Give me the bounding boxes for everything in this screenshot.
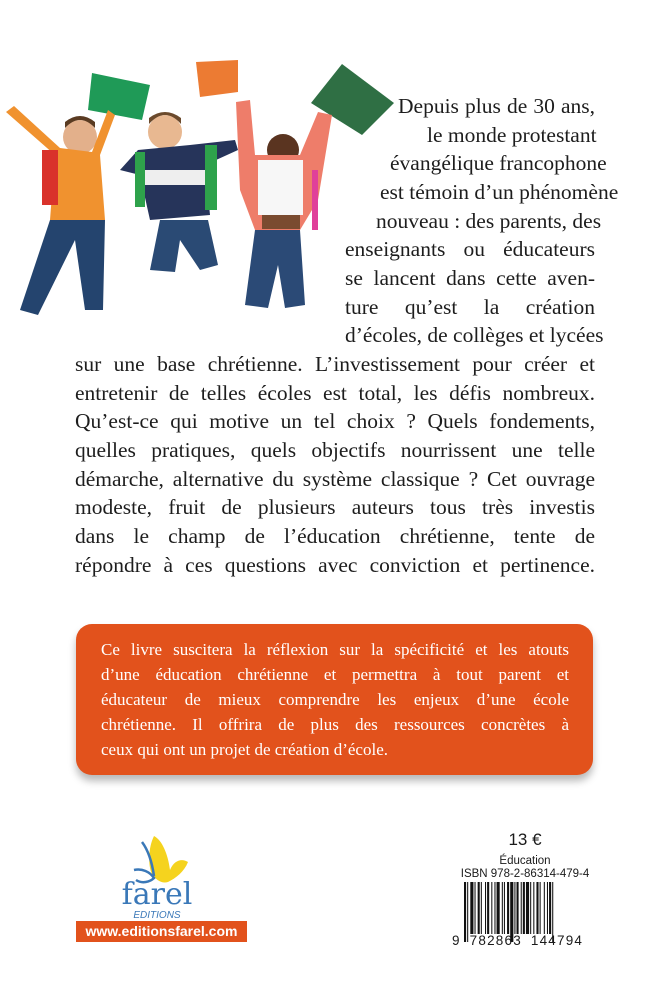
barcode-digits-text: 9 782863 144794 <box>452 933 584 948</box>
logo-subtext: EDITIONS <box>133 910 181 920</box>
body-line: est témoin d’un phénomène <box>380 180 619 204</box>
callout-line: Ce livre suscitera la réflexion sur la spécificité et les atouts <box>101 640 569 659</box>
barcode-bar <box>547 882 548 934</box>
barcode-bar <box>521 882 522 934</box>
farel-logo <box>112 832 202 920</box>
body-line: ture qu’est la création <box>345 295 595 319</box>
barcode-bar <box>523 882 525 934</box>
barcode-bar <box>533 882 534 934</box>
barcode-bar <box>540 882 541 934</box>
body-line: Depuis plus de 30 ans, <box>398 94 595 118</box>
barcode-bar <box>491 882 492 934</box>
body-line: Qu’est-ce qui motive un tel choix ? Quels fondements, <box>75 409 595 433</box>
barcode-bar <box>478 882 480 934</box>
isbn: ISBN 978-2-86314-479-4 <box>460 868 590 880</box>
barcode-bar <box>481 882 482 934</box>
callout-line: ceux qui ont un projet de création d’école. <box>101 740 388 759</box>
price: 13 € <box>508 830 542 849</box>
barcode-bar <box>530 882 531 934</box>
body-line: sur une base chrétienne. L’investissement pour créer et <box>75 352 595 376</box>
barcode-bar <box>475 882 476 934</box>
barcode-bar <box>487 882 489 934</box>
body-line: nouveau : des parents, des <box>376 209 602 233</box>
barcode-bar <box>485 882 486 934</box>
body-line: le monde protestant <box>427 123 597 147</box>
barcode-bar <box>544 882 545 934</box>
publisher-url[interactable]: www.editionsfarel.com <box>76 921 247 942</box>
barcode-bar <box>514 882 515 934</box>
barcode-bar <box>526 882 529 934</box>
green-folder-left <box>88 73 150 120</box>
barcode-bar <box>494 882 495 934</box>
barcode-bar <box>536 882 538 934</box>
body-line: modeste, fruit de plusieurs auteurs tous très investis <box>75 495 595 519</box>
barcode-digits <box>452 933 583 948</box>
body-line: d’écoles, de collèges et lycées <box>345 323 604 347</box>
barcode-bar <box>497 882 500 934</box>
barcode-bar <box>502 882 503 934</box>
barcode-bar <box>517 882 519 934</box>
callout-line: chrétienne. Il offrira de plus des ressources concrètes à <box>101 715 569 734</box>
body-line: entretenir de telles écoles est total, les défis nombreux. <box>75 381 595 405</box>
callout-line: éducateur de mieux comprendre les enjeux d’une école <box>101 690 569 709</box>
barcode-bar <box>504 882 505 934</box>
body-line: dans le champ de l’éducation chrétienne, tente de <box>75 524 595 548</box>
barcode-bar <box>549 882 551 934</box>
body-line: quelles pratiques, quels objectifs nourrissent une telle <box>75 438 595 462</box>
orange-folder <box>196 60 238 97</box>
logo-text: farel <box>121 877 193 912</box>
callout-line: d’une éducation chrétienne et permettra à tout parent et <box>101 665 569 684</box>
children-jumping-photo <box>0 40 400 340</box>
body-line: répondre à ces questions avec conviction et pertinence. <box>75 553 595 577</box>
body-line: se lancent dans cette aven- <box>345 266 595 290</box>
barcode-bar <box>470 882 473 934</box>
barcode-bar <box>507 882 509 934</box>
body-line: enseignants ou éducateurs <box>345 237 595 261</box>
body-line: démarche, alternative du système classique ? Cet ouvrage <box>75 467 595 491</box>
body-line: évangélique francophone <box>390 151 607 175</box>
category: Éducation <box>499 855 551 867</box>
